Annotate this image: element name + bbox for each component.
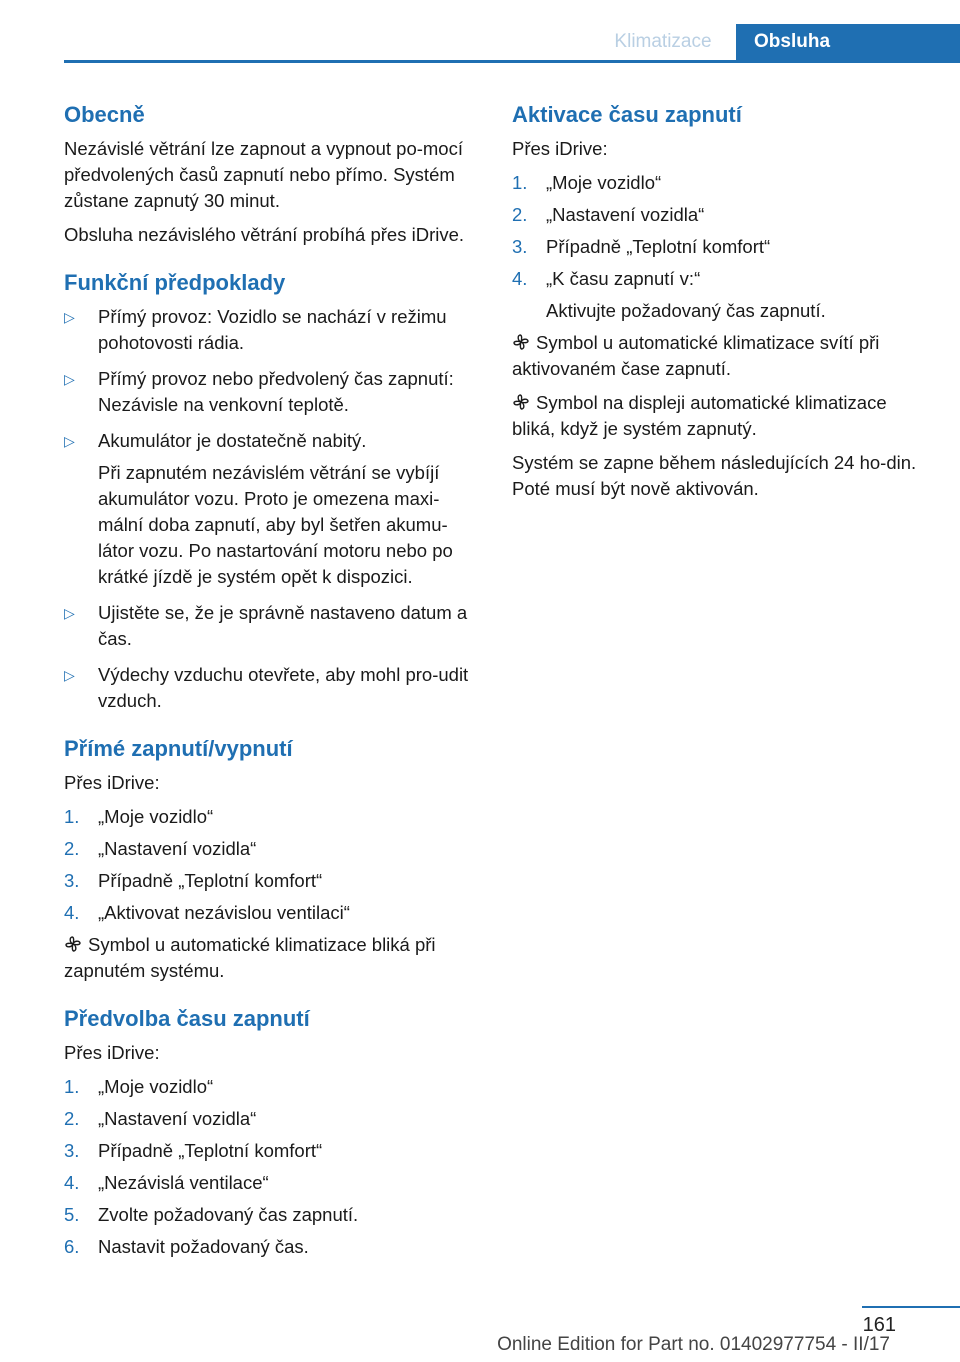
left-column [64, 100, 482, 1280]
section-preset [64, 1004, 482, 1260]
edition-footer: Online Edition for Part no. 01402977754 - II/17 [497, 1334, 890, 1355]
preset-intro: Přes iDrive: [64, 1042, 160, 1063]
list-item: 4. „Aktivovat nezávislou ventilaci“ [64, 902, 350, 923]
fan-icon [64, 935, 82, 953]
direct-steps [64, 804, 482, 926]
list-item: 3. Případně „Teplotní komfort“ [64, 1140, 323, 1161]
list-item: ▷ Přímý provoz nebo předvolený čas zapnutí: Nezávisle na venkovní teplotě. [64, 368, 454, 415]
tab-klimatizace[interactable]: Klimatizace [614, 31, 712, 52]
list-item: 1. „Moje vozidlo“ [512, 172, 662, 193]
footer-divider [862, 1306, 960, 1308]
activate-step4-note: Aktivujte požadovaný čas zapnutí. [546, 300, 826, 321]
preset-steps [64, 1074, 482, 1260]
list-item: ▷ Ujistěte se, že je správně nastaveno datum a čas. [64, 602, 468, 649]
heading-prerequisites: Funkční předpoklady [64, 270, 286, 295]
right-column [512, 100, 922, 522]
list-item: 1. „Moje vozidlo“ [64, 1076, 214, 1097]
section-general [64, 100, 482, 248]
direct-intro: Přes iDrive: [64, 772, 160, 793]
section-direct [64, 734, 482, 984]
triangle-bullet-icon: ▷ [64, 433, 75, 449]
list-item: 2. „Nastavení vozidla“ [512, 204, 705, 225]
list-item: 4. „Nezávislá ventilace“ [64, 1172, 269, 1193]
list-item: 3. Případně „Teplotní komfort“ [512, 236, 771, 257]
page-number: 161 [862, 1314, 896, 1336]
general-paragraph-1: Nezávislé větrání lze zapnout a vypnout po-mocí předvolených časů zapnutí nebo přímo. Systém zůstane zapnutý 30 minut. [64, 138, 463, 211]
tab-obsluha[interactable]: Obsluha [736, 24, 960, 60]
header-divider [64, 60, 960, 63]
activate-note-3: Systém se zapne během následujících 24 ho-din. Poté musí být nově aktivován. [512, 452, 917, 499]
page-header [0, 0, 960, 62]
fan-icon [512, 333, 530, 351]
list-item: 3. Případně „Teplotní komfort“ [64, 870, 323, 891]
direct-note: Symbol u automatické klimatizace bliká při zapnutém systému. [64, 934, 436, 981]
list-item: 1. „Moje vozidlo“ [64, 806, 214, 827]
triangle-bullet-icon: ▷ [64, 605, 75, 621]
list-item: 6. Nastavit požadovaný čas. [64, 1236, 309, 1257]
heading-activate: Aktivace času zapnutí [512, 102, 742, 127]
list-item: ▷ Přímý provoz: Vozidlo se nachází v režimu pohotovosti rádia. [64, 306, 447, 353]
triangle-bullet-icon: ▷ [64, 309, 75, 325]
triangle-bullet-icon: ▷ [64, 667, 75, 683]
list-item: 2. „Nastavení vozidla“ [64, 1108, 257, 1129]
triangle-bullet-icon: ▷ [64, 371, 75, 387]
fan-icon [512, 393, 530, 411]
prerequisites-list [64, 304, 482, 714]
heading-direct: Přímé zapnutí/vypnutí [64, 736, 293, 761]
list-item: 2. „Nastavení vozidla“ [64, 838, 257, 859]
list-item: ▷ Výdechy vzduchu otevřete, aby mohl pro-udit vzduch. [64, 664, 469, 711]
list-item: ▷ Akumulátor je dostatečně nabitý. Při zapnutém nezávislém větrání se vybíjí akumulátor vozu. Proto je omezena maxi-mální doba zapnutí, aby byl šetřen akumu-látor vozu. Po nastartování motoru nebo po krátké jízdě je systém opět k dispozici. [64, 428, 482, 590]
activate-steps [512, 170, 922, 324]
section-prerequisites [64, 268, 482, 714]
section-activate [512, 100, 922, 502]
heading-preset: Předvolba času zapnutí [64, 1006, 310, 1031]
battery-note: Při zapnutém nezávislém větrání se vybíjí akumulátor vozu. Proto je omezena maxi-mální doba zapnutí, aby byl šetřen akumu-látor vozu. Po nastartování motoru nebo po krátké jízdě je systém opět k dispozici. [98, 462, 453, 587]
general-paragraph-2: Obsluha nezávislého větrání probíhá přes iDrive. [64, 224, 465, 245]
list-item: 4. „K času zapnutí v:“ Aktivujte požadovaný čas zapnutí. [512, 266, 922, 324]
activate-intro: Přes iDrive: [512, 138, 608, 159]
list-item: 5. Zvolte požadovaný čas zapnutí. [64, 1204, 359, 1225]
activate-note-2: Symbol na displeji automatické klimatizace bliká, když je systém zapnutý. [512, 392, 887, 439]
activate-note-1: Symbol u automatické klimatizace svítí při aktivovaném čase zapnutí. [512, 332, 880, 379]
heading-general: Obecně [64, 102, 145, 127]
